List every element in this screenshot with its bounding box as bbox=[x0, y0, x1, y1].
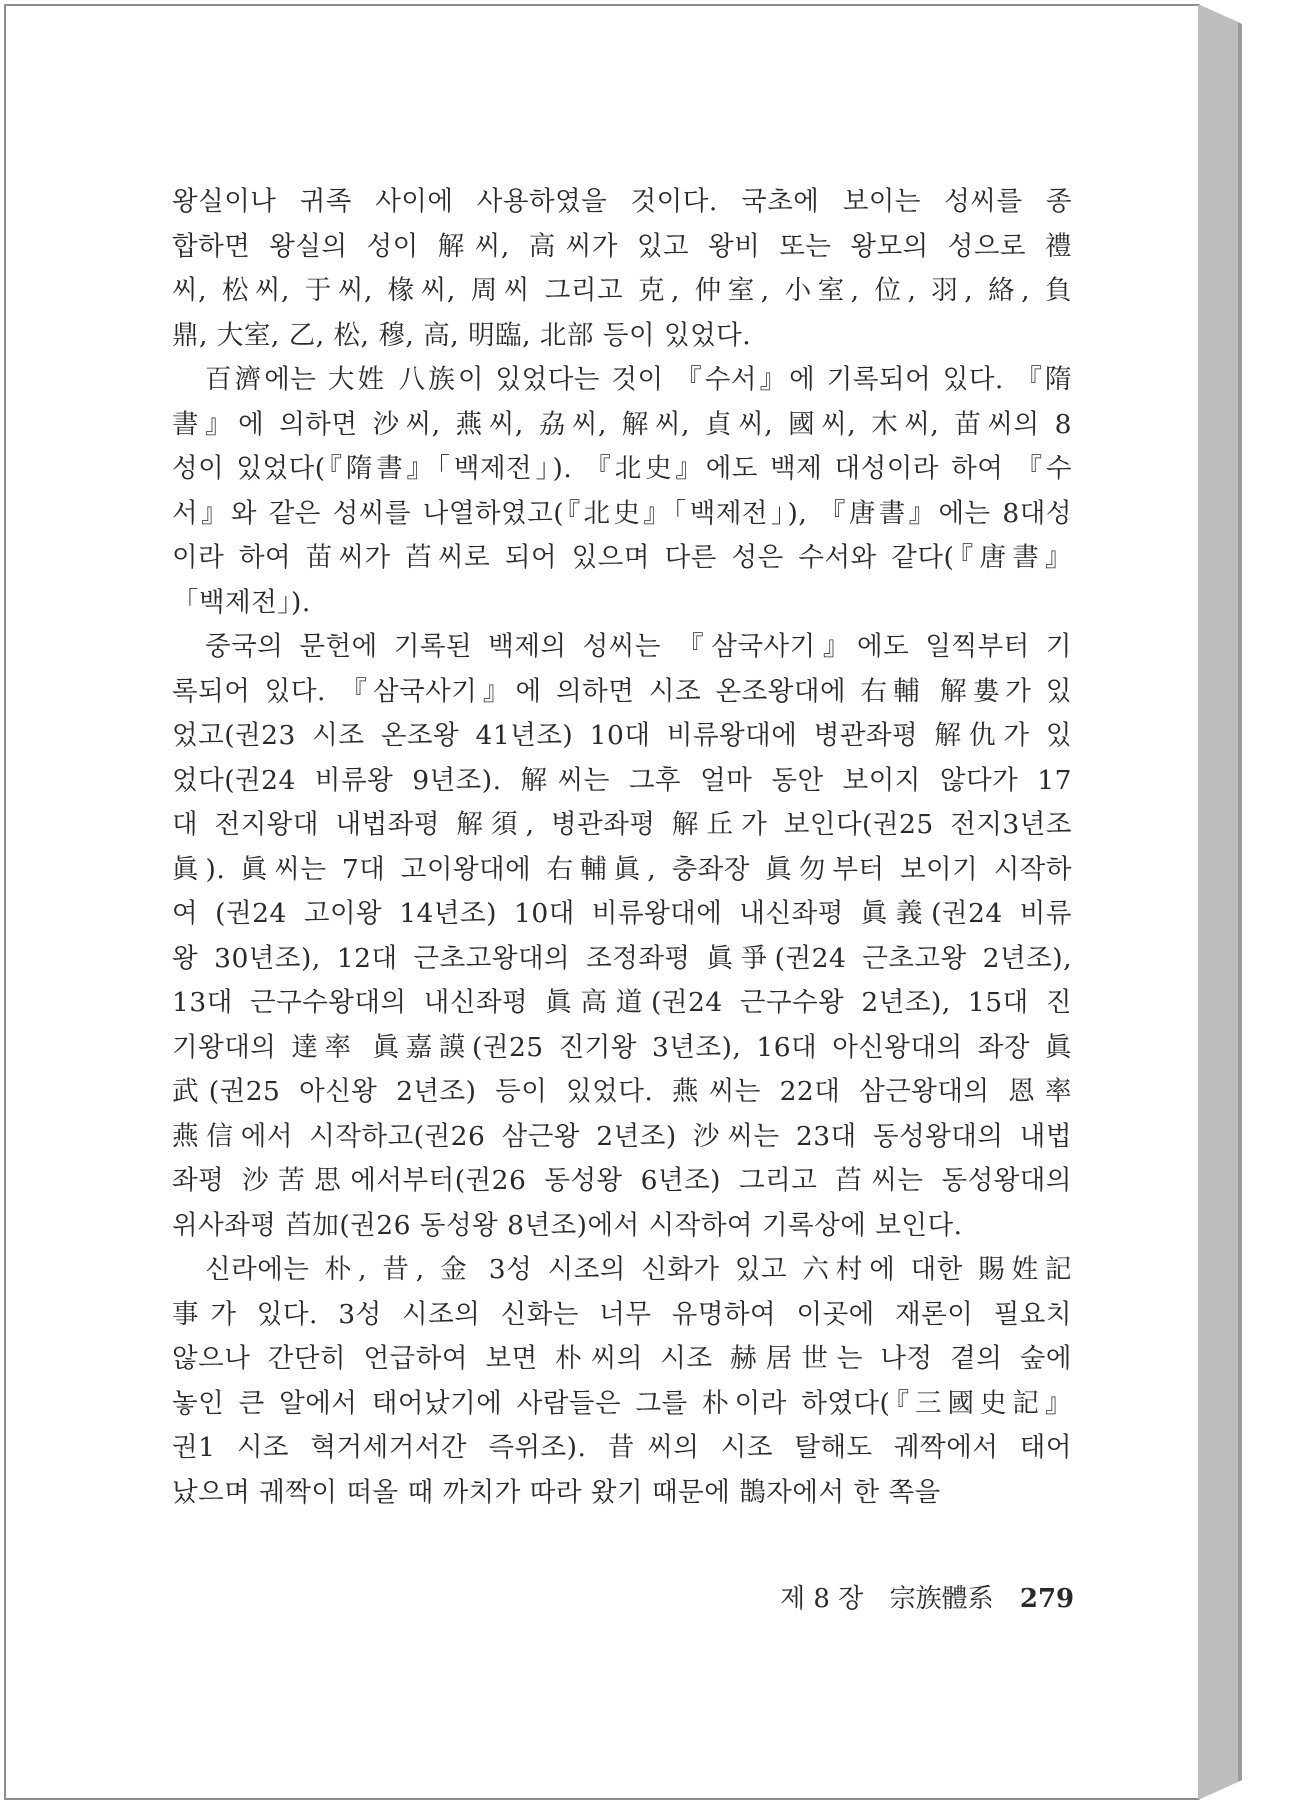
page-edge-face bbox=[1198, 4, 1238, 1800]
page-edge-shadow bbox=[1198, 4, 1290, 1800]
text-line: 중국의 문헌에 기록된 백제의 성씨는 『삼국사기』에도 일찍부터 기 bbox=[205, 631, 1072, 662]
text-line: 위사좌평 苩加(권26 동성왕 8년조)에서 시작하여 기록상에 보인다. bbox=[172, 1209, 963, 1241]
text-line: 않으나 간단히 언급하여 보면 朴씨의 시조 赫居世는 나정 곁의 숲에 bbox=[172, 1343, 1072, 1374]
text-line: 났으며 궤짝이 떠올 때 까치가 따라 왔기 때문에 鵲자에서 한 쪽을 bbox=[172, 1476, 941, 1508]
text-line: 었다(권24 비류왕 9년조). 解씨는 그후 얼마 동안 보이지 않다가 17 bbox=[172, 764, 1072, 796]
text-line: 놓인 큰 알에서 태어났기에 사람들은 그를 朴이라 하였다(『三國史記』 bbox=[172, 1387, 1072, 1419]
text-line: 성이 있었다(『隋書』「백제전」). 『北史』에도 백제 대성이라 하여 『수 bbox=[172, 453, 1072, 484]
text-line: 합하면 왕실의 성이 解씨, 高씨가 있고 왕비 또는 왕모의 성으로 禮 bbox=[172, 230, 1072, 262]
text-line: 13대 근구수왕대의 내신좌평 眞高道(권24 근구수왕 2년조), 15대 진 bbox=[172, 987, 1072, 1018]
text-line: 록되어 있다. 『삼국사기』에 의하면 시조 온조왕대에 右輔 解婁가 있 bbox=[172, 675, 1072, 707]
text-line: 서』와 같은 성씨를 나열하였고(『北史』「백제전」), 『唐書』에는 8대성 bbox=[172, 497, 1072, 529]
page-number: 279 bbox=[1019, 1584, 1075, 1614]
text-line: 鼎, 大室, 乙, 松, 穆, 高, 明臨, 北部 등이 있었다. bbox=[172, 319, 752, 351]
chapter-label: 제 8 장 bbox=[780, 1584, 864, 1614]
page-footer bbox=[780, 1578, 1074, 1615]
text-line: 권1 시조 혁거세거서간 즉위조). 昔씨의 시조 탈해도 궤짝에서 태어 bbox=[172, 1432, 1072, 1463]
text-line: 書』에 의하면 沙씨, 燕씨, 劦씨, 解씨, 貞씨, 國씨, 木씨, 苗씨의 8 bbox=[172, 408, 1072, 440]
chapter-title: 宗族體系 bbox=[889, 1584, 994, 1614]
text-line: 신라에는 朴, 昔, 金 3성 시조의 신화가 있고 六村에 대한 賜姓記 bbox=[205, 1254, 1072, 1285]
text-line: 여 (권24 고이왕 14년조) 10대 비류왕대에 내신좌평 眞義(권24 비류 bbox=[172, 898, 1072, 929]
text-line: 眞). 眞씨는 7대 고이왕대에 右輔眞, 충좌장 眞勿부터 보이기 시작하 bbox=[172, 853, 1072, 885]
page-edge-rim bbox=[1238, 22, 1242, 1782]
text-line: 燕信에서 시작하고(권26 삼근왕 2년조) 沙씨는 23대 동성왕대의 내법 bbox=[172, 1120, 1072, 1152]
text-line: 씨, 松씨, 于씨, 椽씨, 周씨 그리고 克, 仲室, 小室, 位, 羽, 絡, 負 bbox=[172, 275, 1072, 306]
text-line: 왕 30년조), 12대 근초고왕대의 조정좌평 眞爭(권24 근초고왕 2년조), bbox=[172, 942, 1072, 974]
text-line: 百濟에는 大姓 八族이 있었다는 것이 『수서』에 기록되어 있다. 『隋 bbox=[205, 364, 1072, 395]
text-line: 「백제전」). bbox=[172, 586, 311, 618]
text-line: 이라 하여 苗씨가 苩씨로 되어 있으며 다른 성은 수서와 같다(『唐書』 bbox=[172, 542, 1072, 573]
body-text bbox=[172, 180, 1072, 1515]
text-line: 武(권25 아신왕 2년조) 등이 있었다. 燕씨는 22대 삼근왕대의 恩率 bbox=[172, 1076, 1072, 1107]
text-line: 왕실이나 귀족 사이에 사용하였을 것이다. 국초에 보이는 성씨를 종 bbox=[172, 186, 1072, 217]
text-line: 事가 있다. 3성 시조의 신화는 너무 유명하여 이곳에 재론이 필요치 bbox=[172, 1298, 1072, 1330]
text-line: 좌평 沙苦思에서부터(권26 동성왕 6년조) 그리고 苩씨는 동성왕대의 bbox=[172, 1165, 1072, 1196]
text-line: 대 전지왕대 내법좌평 解須, 병관좌평 解丘가 보인다(권25 전지3년조 bbox=[172, 809, 1072, 840]
text-line: 기왕대의 達率 眞嘉謨(권25 진기왕 3년조), 16대 아신왕대의 좌장 眞 bbox=[172, 1031, 1072, 1063]
text-line: 었고(권23 시조 온조왕 41년조) 10대 비류왕대에 병관좌평 解仇가 있 bbox=[172, 720, 1072, 751]
